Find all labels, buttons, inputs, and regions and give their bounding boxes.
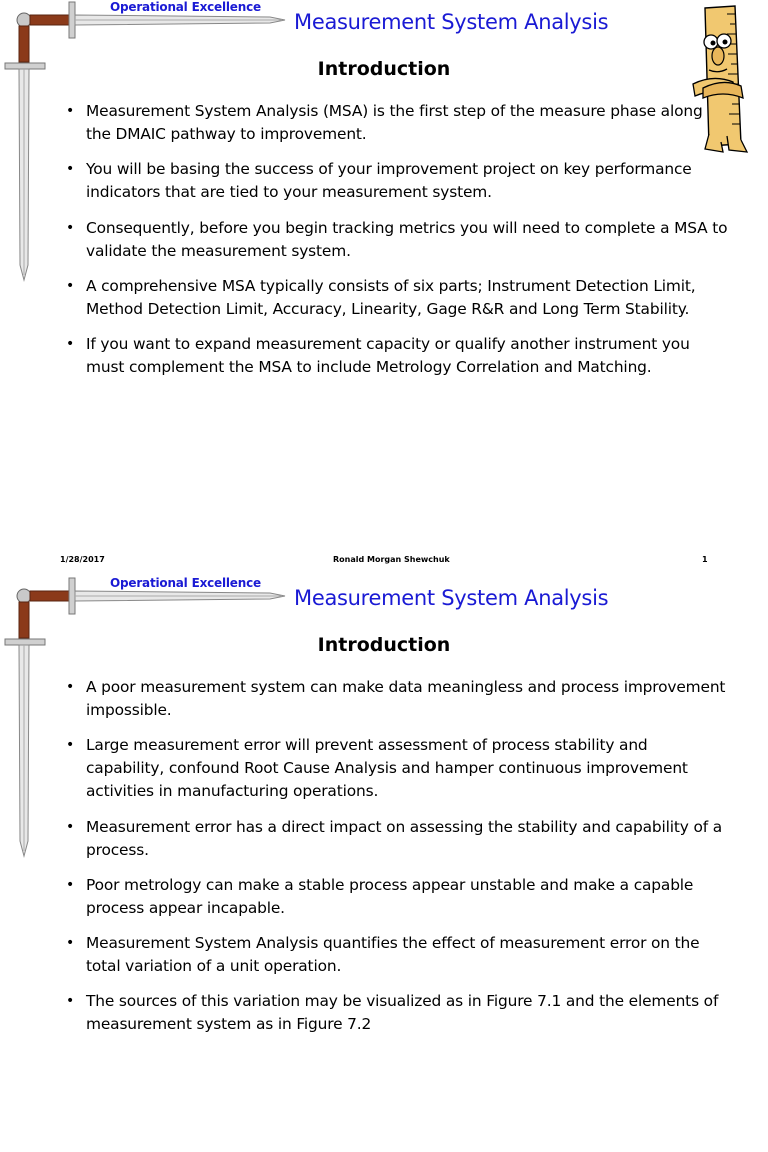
- list-item: [64, 275, 729, 321]
- slide-2: [0, 576, 768, 1152]
- list-item: [64, 676, 729, 722]
- slide-heading: Introduction: [317, 58, 451, 80]
- brand-label: Operational Excellence: [110, 576, 261, 590]
- bullet-text: A comprehensive MSA typically consists of six parts; Instrument Detection Limit, Method Detection Limit, Accuracy, Linearity, Gage R&R and Long Term Stability.: [86, 276, 696, 318]
- bullet-text: If you want to expand measurement capacity or qualify another instrument you must complement the MSA to include Metrology Correlation and Matching.: [86, 335, 690, 377]
- bullet-text: Measurement error has a direct impact on assessing the stability and capability of a process.: [86, 817, 723, 859]
- list-item: [64, 932, 729, 978]
- bullet-dot: •: [66, 935, 75, 952]
- list-item: [64, 990, 729, 1036]
- bullet-dot: •: [66, 161, 75, 178]
- footer-date: 1/28/2017: [60, 555, 105, 564]
- bullet-dot: •: [66, 818, 75, 835]
- bullet-text: Poor metrology can make a stable process appear unstable and make a capable process appear incapable.: [86, 875, 694, 917]
- bullet-text: A poor measurement system can make data meaningless and process improvement impossible.: [86, 678, 726, 719]
- bullet-dot: •: [66, 993, 75, 1010]
- list-item: [64, 100, 729, 146]
- slide-heading: Introduction: [317, 634, 451, 656]
- list-item: [64, 734, 729, 803]
- bullet-text: Consequently, before you begin tracking metrics you will need to complete a MSA to validate the measurement system.: [86, 218, 728, 260]
- bullet-dot: •: [66, 277, 75, 294]
- slide-title: Measurement System Analysis: [294, 10, 609, 34]
- bullet-dot: •: [66, 737, 75, 754]
- bullet-list: [64, 676, 729, 1049]
- list-item: [64, 816, 729, 862]
- bullet-dot: •: [66, 103, 75, 119]
- list-item: [64, 333, 729, 379]
- list-item: [64, 874, 729, 920]
- bullet-text: The sources of this variation may be visualized as in Figure 7.1 and the elements of measurement system as in Figure 7.2: [86, 992, 719, 1034]
- bullet-text: Large measurement error will prevent assessment of process stability and capability, confound Root Cause Analysis and hamper continuous improvement activities in manufacturing operations.: [86, 736, 688, 801]
- footer-page-number: 1: [702, 555, 708, 564]
- bullet-dot: •: [66, 336, 75, 353]
- bullet-dot: •: [66, 679, 75, 695]
- bullet-dot: •: [66, 219, 75, 236]
- bullet-dot: •: [66, 876, 75, 893]
- slide-title: Measurement System Analysis: [294, 586, 609, 610]
- bullet-text: Measurement System Analysis (MSA) is the first step of the measure phase along the DMAIC pathway to improvement.: [86, 102, 703, 143]
- bullet-text: You will be basing the success of your improvement project on key performance indicators that are tied to your measurement system.: [86, 160, 692, 202]
- brand-label: Operational Excellence: [110, 0, 261, 14]
- footer-author: Ronald Morgan Shewchuk: [333, 555, 450, 564]
- bullet-text: Measurement System Analysis quantifies the effect of measurement error on the total variation of a unit operation.: [86, 934, 700, 976]
- bullet-list: [64, 100, 729, 391]
- list-item: [64, 158, 729, 204]
- list-item: [64, 217, 729, 263]
